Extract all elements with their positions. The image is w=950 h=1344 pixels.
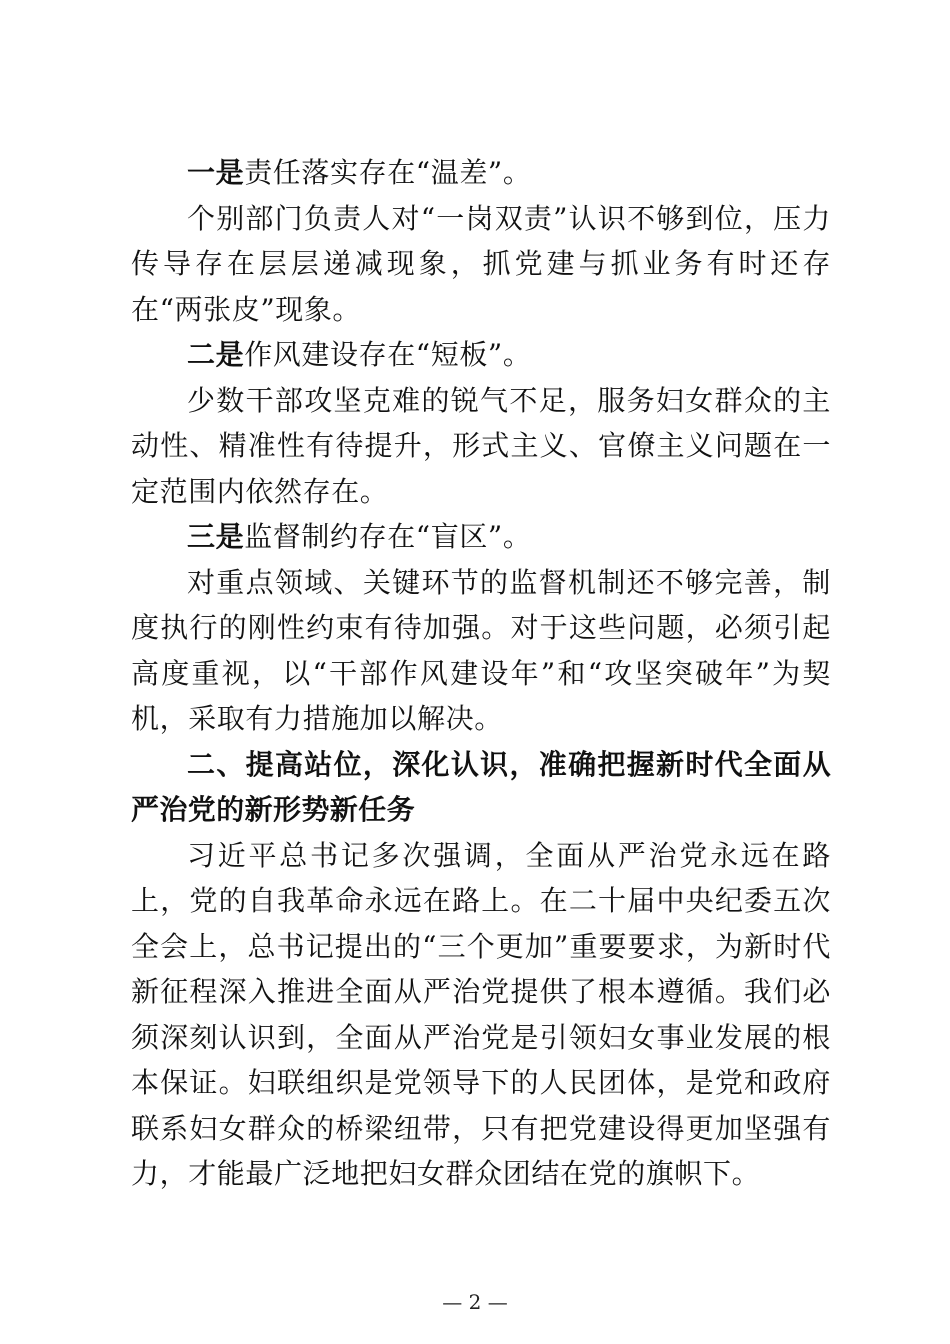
point-3-body: 对重点领域、关键环节的监督机制还不够完善，制度执行的刚性约束有待加强。对于这些问题，必须引起高度重视，以“干部作风建设年”和“攻坚突破年”为契机，采取有力措施加以解决。 [131, 565, 831, 735]
page-number: — 2 — [442, 1290, 508, 1314]
point-2-title-text: 作风建设存在“短板”。 [244, 338, 532, 371]
point-1-body: 个别部门负责人对“一岗双责”认识不够到位，压力传导存在层层递减现象，抓党建与抓业务有时还存在“两张皮”现象。 [131, 201, 831, 326]
point-3-lead: 三是 [187, 520, 245, 553]
point-2-body: 少数干部攻坚克难的锐气不足，服务妇女群众的主动性、精准性有待提升，形式主义、官僚主义问题在一定范围内依然存在。 [131, 383, 831, 508]
point-1-title-text: 责任落实存在“温差”。 [244, 156, 532, 189]
section-body: 习近平总书记多次强调，全面从严治党永远在路上，党的自我革命永远在路上。在二十届中央纪委五次全会上，总书记提出的“三个更加”重要要求，为新时代新征程深入推进全面从严治党提供了根本遵循。我们必须深刻认识到，全面从严治党是引领妇女事业发展的根本保证。妇联组织是党领导下的人民团体，是党和政府联系妇女群众的桥梁纽带，只有把党建设得更加坚强有力，才能最广泛地把妇女群众团结在党的旗帜下。 [131, 838, 831, 1190]
point-3-title [131, 514, 831, 560]
point-2-title [131, 332, 831, 378]
point-1-title [131, 150, 831, 196]
point-2-lead: 二是 [187, 338, 245, 371]
section-heading: 二、提高站位，深化认识，准确把握新时代全面从严治党的新形势新任务 [131, 747, 831, 826]
point-3-title-text: 监督制约存在“盲区”。 [244, 520, 532, 553]
document-body [131, 150, 831, 1197]
point-1-lead: 一是 [187, 156, 245, 189]
